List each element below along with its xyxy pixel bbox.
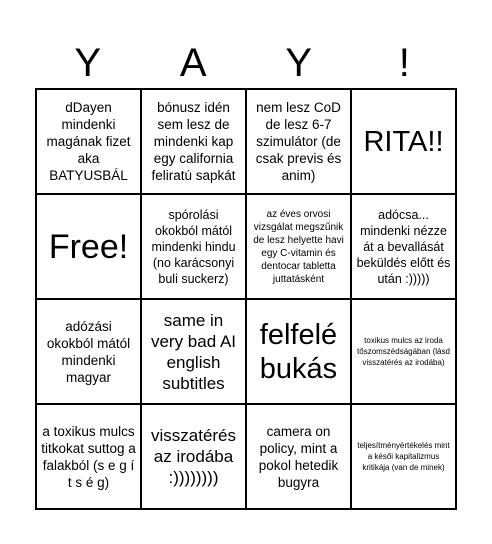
cell-text: az éves orvosi vizsgálat megszűnik de lesz helyette havi egy C-vitamin és dentocar tabletta juttatásként: [253, 208, 344, 285]
cell-text: camera on policy, mint a pokol hetedik bugyra: [258, 423, 339, 490]
bingo-cell-1-1[interactable]: [36, 89, 141, 194]
bingo-board: [35, 88, 457, 510]
bingo-header: [35, 40, 457, 86]
bingo-cell-3-2[interactable]: [141, 299, 246, 404]
free-space-text: Free!: [48, 227, 129, 266]
cell-text: adócsa... mindenki nézze át a bevallását beküldés előtt és után :))))): [356, 207, 451, 286]
bingo-cell-2-2[interactable]: [141, 194, 246, 299]
bingo-cell-1-2[interactable]: [141, 89, 246, 194]
cell-text: adózási okokból mától mindenki magyar: [46, 318, 131, 385]
bingo-cell-4-3[interactable]: [246, 404, 351, 509]
cell-text: toxikus mulcs az iroda tőszomszédságában (lásd visszatérés az irodába): [357, 336, 450, 367]
bingo-cell-1-4[interactable]: [351, 89, 456, 194]
bingo-cell-3-3[interactable]: [246, 299, 351, 404]
cell-text: spórolási okokból mától mindenki hindu (no karácsonyi buli suckerz): [151, 207, 236, 286]
bingo-cell-3-4[interactable]: [351, 299, 456, 404]
bingo-cell-1-3[interactable]: [246, 89, 351, 194]
cell-text: bónusz idén sem lesz de mindenki kap egy california feliratú sapkát: [151, 100, 236, 183]
cell-text: visszatérés az irodába :)))))))): [150, 426, 237, 487]
header-letter-1: Y: [74, 41, 102, 85]
free-space[interactable]: [36, 194, 141, 299]
header-letter-2: A: [179, 41, 207, 85]
bingo-cell-4-4[interactable]: [351, 404, 456, 509]
bingo-cell-3-1[interactable]: [36, 299, 141, 404]
bingo-cell-2-3[interactable]: [246, 194, 351, 299]
header-letter-4: !: [398, 41, 410, 85]
bingo-cell-2-4[interactable]: [351, 194, 456, 299]
cell-text: felfelé bukás: [259, 318, 338, 385]
bingo-cell-4-2[interactable]: [141, 404, 246, 509]
cell-text: RITA!!: [363, 125, 444, 158]
cell-text: dDayen mindenki magának fizet aka BATYUSBÁL: [46, 100, 131, 183]
cell-text: same in very bad AI english subtitles: [150, 310, 237, 393]
cell-text: a toxikus mulcs titkokat suttog a falakból (s e g í t s é g): [41, 423, 136, 490]
cell-text: teljesítményértékelés mint a késői kapitalizmus kritikája (van de minek): [357, 441, 450, 472]
cell-text: nem lesz CoD de lesz 6-7 szimulátor (de csak previs és anim): [255, 100, 342, 183]
header-letter-3: Y: [285, 41, 313, 85]
bingo-cell-4-1[interactable]: [36, 404, 141, 509]
